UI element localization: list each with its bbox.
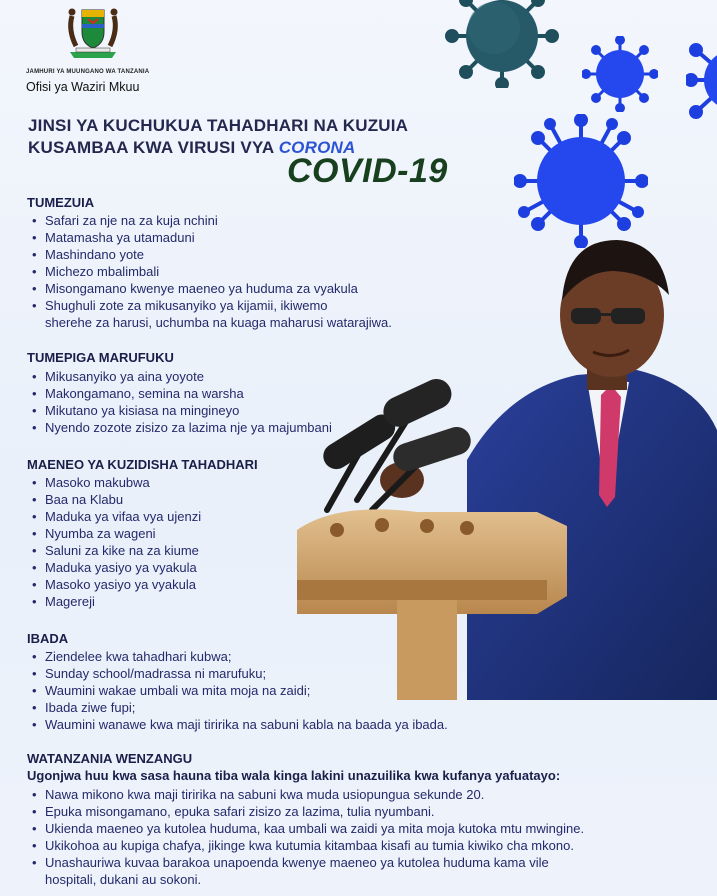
tumezuia-list xyxy=(32,212,392,331)
list-item: • Ukienda maeneo ya kutolea huduma, kaa umbali wa zaidi ya mita moja kutoka mtu mwingine. xyxy=(32,820,584,837)
tahadhari-list xyxy=(32,474,201,610)
list-item: • Misongamano kwenye maeneo ya huduma za vyakula xyxy=(32,280,392,297)
list-item: • Ukikohoa au kupiga chafya, jikinge kwa kutumia kitambaa kisafi au tumia kiwiko cha mkono. xyxy=(32,837,584,854)
list-item: • Matamasha ya utamaduni xyxy=(32,229,392,246)
list-item: • Saluni za kike na za kiume xyxy=(32,542,201,559)
section-tumezuia-heading: TUMEZUIA xyxy=(27,195,95,210)
list-item: • Michezo mbalimbali xyxy=(32,263,392,280)
coronavirus-icon xyxy=(686,30,717,130)
section-tahadhari-heading: MAENEO YA KUZIDISHA TAHADHARI xyxy=(27,457,258,472)
list-item: • Shughuli zote za mikusanyiko ya kijamii, ikiwemo xyxy=(32,297,392,314)
office-label: Ofisi ya Waziri Mkuu xyxy=(26,80,140,94)
list-item: • Mikusanyiko ya aina yoyote xyxy=(32,368,332,385)
coronavirus-icon xyxy=(582,36,658,112)
list-item: • Makongamano, semina na warsha xyxy=(32,385,332,402)
list-item: • Mashindano yote xyxy=(32,246,392,263)
list-item: • Maduka yasiyo ya vyakula xyxy=(32,559,201,576)
list-item: • Masoko yasiyo ya vyakula xyxy=(32,576,201,593)
section-marufuku-heading: TUMEPIGA MARUFUKU xyxy=(27,350,174,365)
corona-highlight: CORONA xyxy=(278,138,356,157)
list-item: • Unashauriwa kuvaa barakoa unapoenda kwenye maeneo ya kutolea huduma kama vile xyxy=(32,854,584,871)
wenzangu-intro: Ugonjwa huu kwa sasa hauna tiba wala kinga lakini unazuilika kwa kufanya yafuatayo: xyxy=(27,768,561,783)
list-item: • Ibada ziwe fupi; xyxy=(32,699,448,716)
title-line-2-prefix: KUSAMBAA KWA VIRUSI VYA xyxy=(28,138,279,157)
coronavirus-icon xyxy=(432,0,572,88)
list-item: • Waumini wanawe kwa maji tiririka na sabuni kabla na baada ya ibada. xyxy=(32,716,448,733)
wenzangu-list xyxy=(32,786,584,888)
title-line-1: JINSI YA KUCHUKUA TAHADHARI NA KUZUIA xyxy=(28,116,409,135)
list-item: • Epuka misongamano, epuka safari zisizo za lazima, tulia nyumbani. xyxy=(32,803,584,820)
list-item: • Mikutano ya kisiasa na mingineyo xyxy=(32,402,332,419)
list-item: • Baa na Klabu xyxy=(32,491,201,508)
republic-label: JAMHURI YA MUUNGANO WA TANZANIA xyxy=(26,69,150,75)
list-item: • Nyumba za wageni xyxy=(32,525,201,542)
list-item: • Nawa mikono kwa maji tiririka na sabuni kwa muda usiopungua sekunde 20. xyxy=(32,786,584,803)
list-item: • Ziendelee kwa tahadhari kubwa; xyxy=(32,648,448,665)
list-item: • Magereji xyxy=(32,593,201,610)
ibada-list xyxy=(32,648,448,733)
list-item-continuation: hospitali, dukani au sokoni. xyxy=(45,872,202,887)
list-item-continuation: sherehe za harusi, uchumba na kuaga maharusi watarajiwa. xyxy=(45,315,392,330)
marufuku-list xyxy=(32,368,332,436)
coronavirus-icon xyxy=(514,114,648,248)
list-item: • Sunday school/madrassa ni marufuku; xyxy=(32,665,448,682)
coat-of-arms-icon xyxy=(62,2,124,64)
list-item: • Masoko makubwa xyxy=(32,474,201,491)
section-ibada-heading: IBADA xyxy=(27,631,69,646)
list-item: • Waumini wakae umbali wa mita moja na zaidi; xyxy=(32,682,448,699)
list-item: • Maduka ya vifaa vya ujenzi xyxy=(32,508,201,525)
covid-title: COVID-19 xyxy=(287,152,448,190)
section-wenzangu-heading: WATANZANIA WENZANGU xyxy=(27,751,193,766)
list-item: • Nyendo zozote zisizo za lazima nje ya majumbani xyxy=(32,419,332,436)
list-item: • Safari za nje na za kuja nchini xyxy=(32,212,392,229)
